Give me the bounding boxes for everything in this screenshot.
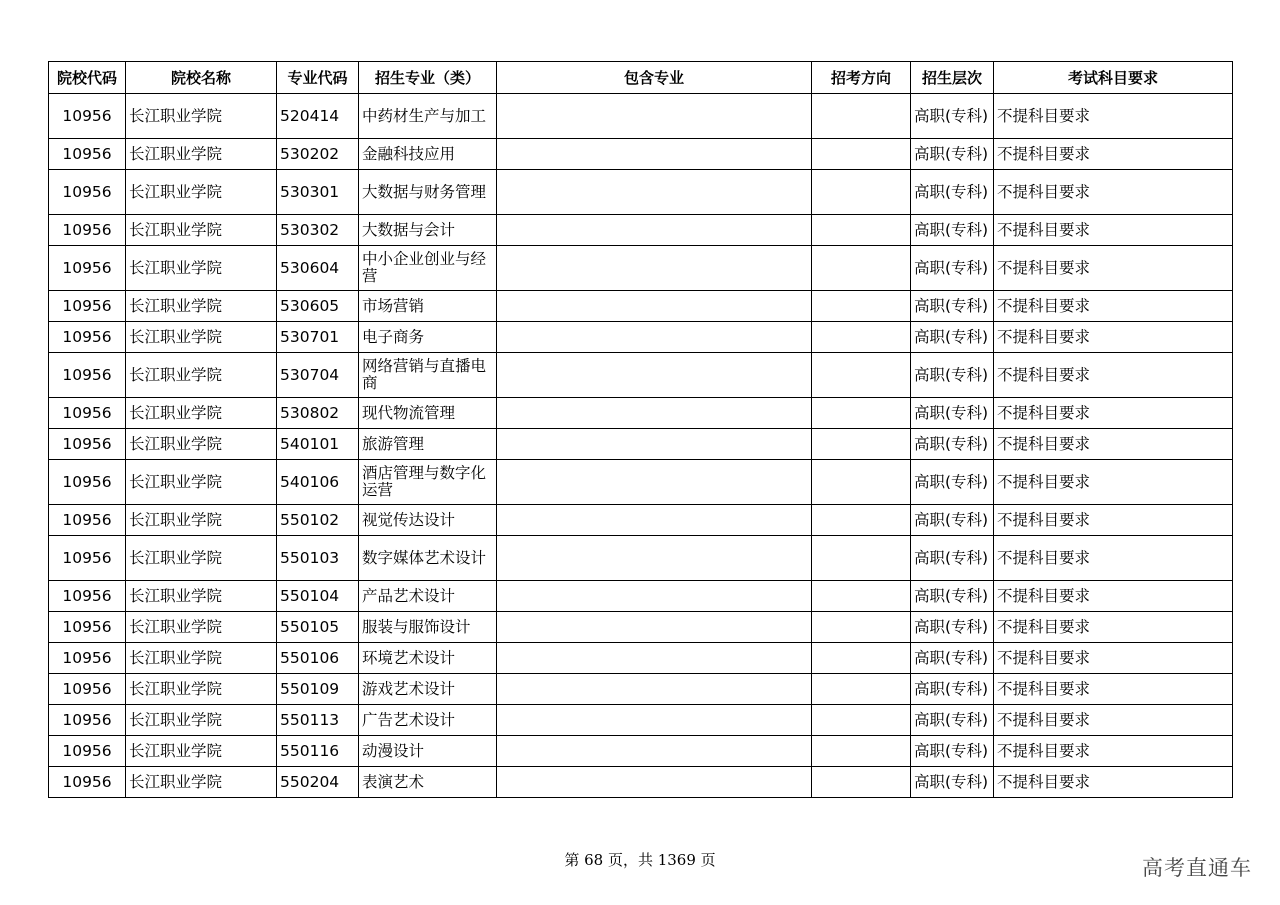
cell-school-code: 10956	[49, 139, 126, 170]
cell-school-name: 长江职业学院	[126, 429, 277, 460]
cell-major: 游戏艺术设计	[359, 674, 497, 705]
cell-school-code: 10956	[49, 322, 126, 353]
cell-requirement: 不提科目要求	[994, 736, 1233, 767]
cell-major-code: 530302	[277, 215, 359, 246]
cell-level: 高职(专科)	[911, 705, 994, 736]
cell-school-code: 10956	[49, 215, 126, 246]
cell-direction	[812, 94, 911, 139]
cell-school-name: 长江职业学院	[126, 581, 277, 612]
cell-requirement: 不提科目要求	[994, 429, 1233, 460]
cell-major-code: 550116	[277, 736, 359, 767]
cell-includes	[497, 643, 812, 674]
cell-direction	[812, 612, 911, 643]
cell-major-code: 550113	[277, 705, 359, 736]
cell-level: 高职(专科)	[911, 94, 994, 139]
cell-major: 动漫设计	[359, 736, 497, 767]
cell-school-name: 长江职业学院	[126, 460, 277, 505]
cell-requirement: 不提科目要求	[994, 705, 1233, 736]
cell-school-name: 长江职业学院	[126, 291, 277, 322]
cell-major: 中药材生产与加工	[359, 94, 497, 139]
cell-direction	[812, 291, 911, 322]
header-school-code: 院校代码	[49, 62, 126, 94]
cell-includes	[497, 429, 812, 460]
cell-direction	[812, 674, 911, 705]
cell-major: 大数据与财务管理	[359, 170, 497, 215]
cell-requirement: 不提科目要求	[994, 767, 1233, 798]
cell-major: 金融科技应用	[359, 139, 497, 170]
cell-major-code: 530605	[277, 291, 359, 322]
cell-major: 表演艺术	[359, 767, 497, 798]
cell-level: 高职(专科)	[911, 460, 994, 505]
cell-direction	[812, 505, 911, 536]
cell-school-code: 10956	[49, 246, 126, 291]
cell-includes	[497, 170, 812, 215]
cell-direction	[812, 536, 911, 581]
cell-major-code: 530202	[277, 139, 359, 170]
cell-level: 高职(专科)	[911, 674, 994, 705]
cell-includes	[497, 505, 812, 536]
cell-level: 高职(专科)	[911, 139, 994, 170]
cell-major: 现代物流管理	[359, 398, 497, 429]
cell-level: 高职(专科)	[911, 246, 994, 291]
cell-level: 高职(专科)	[911, 643, 994, 674]
cell-school-name: 长江职业学院	[126, 139, 277, 170]
cell-requirement: 不提科目要求	[994, 674, 1233, 705]
cell-direction	[812, 215, 911, 246]
table-row	[49, 246, 1233, 291]
cell-includes	[497, 674, 812, 705]
cell-level: 高职(专科)	[911, 581, 994, 612]
cell-major: 网络营销与直播电商	[359, 353, 497, 398]
table-header	[49, 62, 1233, 94]
table-row	[49, 353, 1233, 398]
header-includes: 包含专业	[497, 62, 812, 94]
header-level: 招生层次	[911, 62, 994, 94]
cell-level: 高职(专科)	[911, 429, 994, 460]
cell-major-code: 550105	[277, 612, 359, 643]
table-row	[49, 536, 1233, 581]
cell-school-name: 长江职业学院	[126, 705, 277, 736]
cell-includes	[497, 139, 812, 170]
cell-major: 中小企业创业与经营	[359, 246, 497, 291]
cell-school-code: 10956	[49, 353, 126, 398]
cell-school-code: 10956	[49, 581, 126, 612]
cell-school-name: 长江职业学院	[126, 736, 277, 767]
cell-direction	[812, 398, 911, 429]
table-row	[49, 429, 1233, 460]
cell-major-code: 550103	[277, 536, 359, 581]
cell-school-name: 长江职业学院	[126, 505, 277, 536]
cell-includes	[497, 536, 812, 581]
admission-table	[48, 61, 1233, 798]
cell-includes	[497, 353, 812, 398]
table-row	[49, 705, 1233, 736]
table-row	[49, 674, 1233, 705]
cell-school-code: 10956	[49, 170, 126, 215]
cell-school-name: 长江职业学院	[126, 643, 277, 674]
cell-includes	[497, 460, 812, 505]
cell-school-code: 10956	[49, 460, 126, 505]
cell-requirement: 不提科目要求	[994, 505, 1233, 536]
cell-school-code: 10956	[49, 736, 126, 767]
cell-school-name: 长江职业学院	[126, 536, 277, 581]
cell-direction	[812, 429, 911, 460]
cell-level: 高职(专科)	[911, 398, 994, 429]
table-row	[49, 398, 1233, 429]
watermark-logo: 高考直通车	[1142, 856, 1252, 880]
cell-major-code: 550106	[277, 643, 359, 674]
header-row	[49, 62, 1233, 94]
cell-major-code: 540106	[277, 460, 359, 505]
table-row	[49, 291, 1233, 322]
cell-requirement: 不提科目要求	[994, 322, 1233, 353]
table-row	[49, 643, 1233, 674]
cell-level: 高职(专科)	[911, 291, 994, 322]
cell-school-code: 10956	[49, 612, 126, 643]
cell-direction	[812, 767, 911, 798]
cell-major-code: 550104	[277, 581, 359, 612]
cell-direction	[812, 322, 911, 353]
cell-school-code: 10956	[49, 767, 126, 798]
cell-school-name: 长江职业学院	[126, 398, 277, 429]
cell-school-name: 长江职业学院	[126, 322, 277, 353]
table-row	[49, 94, 1233, 139]
header-major: 招生专业（类）	[359, 62, 497, 94]
cell-requirement: 不提科目要求	[994, 536, 1233, 581]
cell-includes	[497, 705, 812, 736]
cell-level: 高职(专科)	[911, 612, 994, 643]
cell-level: 高职(专科)	[911, 353, 994, 398]
cell-requirement: 不提科目要求	[994, 170, 1233, 215]
cell-major: 广告艺术设计	[359, 705, 497, 736]
cell-school-name: 长江职业学院	[126, 353, 277, 398]
cell-requirement: 不提科目要求	[994, 215, 1233, 246]
header-direction: 招考方向	[812, 62, 911, 94]
cell-major-code: 550204	[277, 767, 359, 798]
cell-school-code: 10956	[49, 536, 126, 581]
cell-major: 酒店管理与数字化运营	[359, 460, 497, 505]
cell-requirement: 不提科目要求	[994, 246, 1233, 291]
table-body	[49, 94, 1233, 798]
cell-direction	[812, 460, 911, 505]
page-number: 第 68 页，共 1369 页	[564, 851, 716, 869]
cell-major: 大数据与会计	[359, 215, 497, 246]
cell-requirement: 不提科目要求	[994, 139, 1233, 170]
cell-requirement: 不提科目要求	[994, 643, 1233, 674]
cell-includes	[497, 291, 812, 322]
cell-major: 市场营销	[359, 291, 497, 322]
cell-school-name: 长江职业学院	[126, 674, 277, 705]
table-row	[49, 612, 1233, 643]
cell-major-code: 530802	[277, 398, 359, 429]
cell-school-code: 10956	[49, 505, 126, 536]
cell-direction	[812, 643, 911, 674]
cell-school-name: 长江职业学院	[126, 215, 277, 246]
cell-level: 高职(专科)	[911, 736, 994, 767]
cell-direction	[812, 705, 911, 736]
cell-school-name: 长江职业学院	[126, 612, 277, 643]
cell-school-code: 10956	[49, 429, 126, 460]
cell-major-code: 530701	[277, 322, 359, 353]
table-row	[49, 460, 1233, 505]
cell-includes	[497, 581, 812, 612]
cell-includes	[497, 612, 812, 643]
cell-major-code: 530301	[277, 170, 359, 215]
cell-includes	[497, 398, 812, 429]
cell-includes	[497, 215, 812, 246]
table-row	[49, 322, 1233, 353]
cell-school-code: 10956	[49, 94, 126, 139]
cell-major: 服装与服饰设计	[359, 612, 497, 643]
cell-school-code: 10956	[49, 643, 126, 674]
cell-major-code: 540101	[277, 429, 359, 460]
cell-major-code: 520414	[277, 94, 359, 139]
cell-requirement: 不提科目要求	[994, 581, 1233, 612]
cell-school-name: 长江职业学院	[126, 767, 277, 798]
table-row	[49, 581, 1233, 612]
cell-includes	[497, 322, 812, 353]
cell-major-code: 550109	[277, 674, 359, 705]
table-row	[49, 505, 1233, 536]
cell-major-code: 530604	[277, 246, 359, 291]
cell-level: 高职(专科)	[911, 505, 994, 536]
cell-direction	[812, 246, 911, 291]
cell-includes	[497, 767, 812, 798]
table-row	[49, 139, 1233, 170]
header-requirement: 考试科目要求	[994, 62, 1233, 94]
cell-major-code: 550102	[277, 505, 359, 536]
cell-school-code: 10956	[49, 291, 126, 322]
cell-requirement: 不提科目要求	[994, 460, 1233, 505]
cell-requirement: 不提科目要求	[994, 398, 1233, 429]
cell-level: 高职(专科)	[911, 170, 994, 215]
cell-level: 高职(专科)	[911, 215, 994, 246]
cell-direction	[812, 581, 911, 612]
cell-level: 高职(专科)	[911, 322, 994, 353]
cell-requirement: 不提科目要求	[994, 291, 1233, 322]
table-row	[49, 215, 1233, 246]
cell-school-name: 长江职业学院	[126, 246, 277, 291]
cell-major: 数字媒体艺术设计	[359, 536, 497, 581]
cell-school-code: 10956	[49, 398, 126, 429]
cell-school-name: 长江职业学院	[126, 170, 277, 215]
cell-includes	[497, 736, 812, 767]
cell-direction	[812, 170, 911, 215]
cell-requirement: 不提科目要求	[994, 612, 1233, 643]
cell-major: 环境艺术设计	[359, 643, 497, 674]
cell-school-name: 长江职业学院	[126, 94, 277, 139]
table-row	[49, 736, 1233, 767]
cell-school-code: 10956	[49, 705, 126, 736]
cell-school-code: 10956	[49, 674, 126, 705]
cell-includes	[497, 94, 812, 139]
cell-major: 产品艺术设计	[359, 581, 497, 612]
cell-includes	[497, 246, 812, 291]
cell-major-code: 530704	[277, 353, 359, 398]
header-major-code: 专业代码	[277, 62, 359, 94]
cell-requirement: 不提科目要求	[994, 353, 1233, 398]
table-row	[49, 170, 1233, 215]
cell-major: 电子商务	[359, 322, 497, 353]
cell-requirement: 不提科目要求	[994, 94, 1233, 139]
table-row	[49, 767, 1233, 798]
cell-level: 高职(专科)	[911, 767, 994, 798]
cell-direction	[812, 353, 911, 398]
header-school-name: 院校名称	[126, 62, 277, 94]
cell-major: 旅游管理	[359, 429, 497, 460]
cell-direction	[812, 139, 911, 170]
cell-level: 高职(专科)	[911, 536, 994, 581]
cell-direction	[812, 736, 911, 767]
cell-major: 视觉传达设计	[359, 505, 497, 536]
